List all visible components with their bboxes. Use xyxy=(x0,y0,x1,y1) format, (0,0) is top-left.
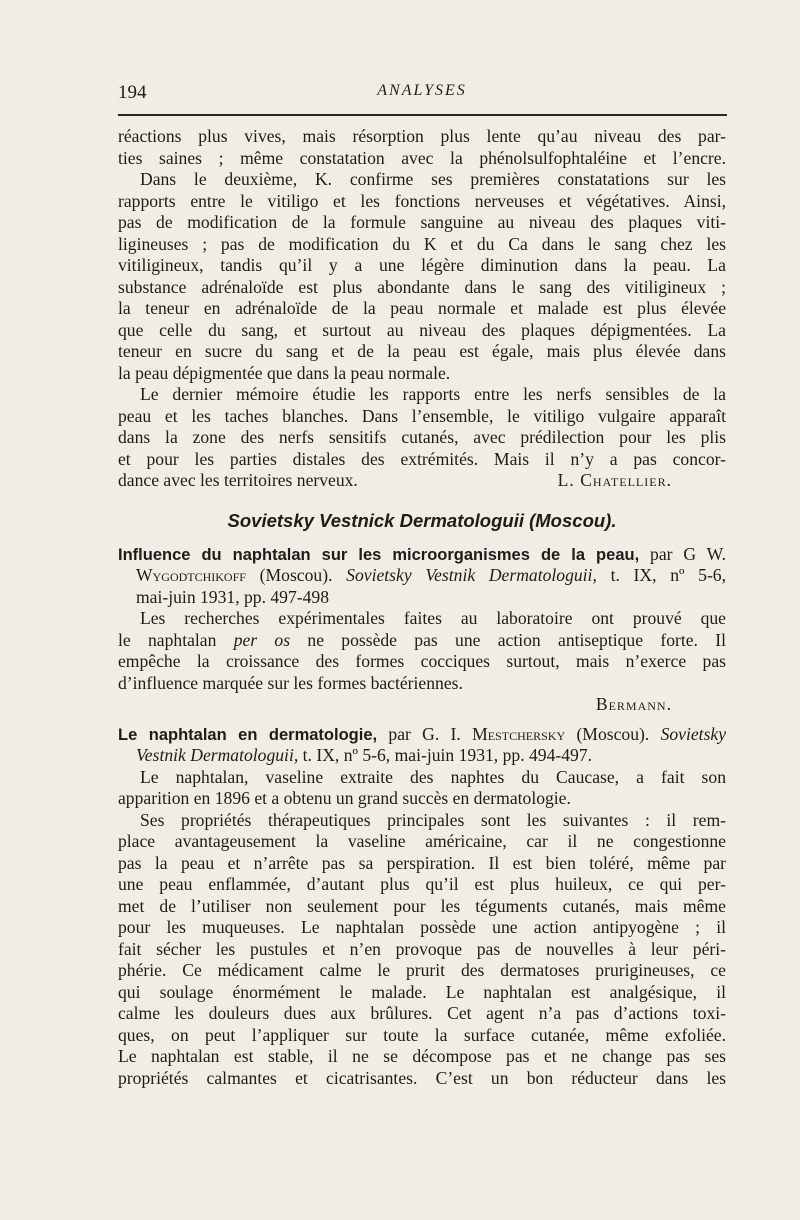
text-line-with-signature xyxy=(118,470,726,492)
author-name: Mestchersky xyxy=(472,723,566,744)
article-naphtalan-microorganisms xyxy=(118,544,726,716)
article-heading xyxy=(118,544,726,566)
text-line: propriétés calmantes et cicatrisantes. C’est un bon réducteur dans les xyxy=(118,1067,726,1088)
signature: Bermann. xyxy=(595,694,672,714)
text-fragment: le naphtalan xyxy=(118,629,217,650)
text-line xyxy=(118,630,726,652)
header-rule xyxy=(118,114,727,116)
text-line: peau et les taches blanches. Dans l’ensemble, le vitiligo vulgaire apparaît xyxy=(118,405,726,426)
text-line: que celle du sang, et surtout au niveau des plaques dépigmentées. La xyxy=(118,319,726,340)
article-heading xyxy=(118,724,726,746)
text-line: pas la peau et n’arrête pas sa perspiration. Il est bien toléré, même par xyxy=(118,852,726,873)
text-line: la peau dépigmentée que dans la peau normale. xyxy=(118,362,451,383)
text-line: d’influence marquée sur les formes bactériennes. xyxy=(118,672,463,693)
by-text: par G W. xyxy=(650,543,726,564)
article-title: Le naphtalan en dermatologie, xyxy=(118,725,378,744)
first-article xyxy=(118,126,726,492)
citation-line xyxy=(118,565,726,587)
text-line: fait sécher les pustules et n’en provoque pas de nouvelles à leur péri- xyxy=(118,938,726,959)
citation-ref: t. IX, nº 5-6, xyxy=(610,565,726,585)
page-header xyxy=(118,80,726,106)
text-line: une peau enflammée, d’autant plus qu’il est plus huileux, ce qui per- xyxy=(118,874,726,894)
text-line: ques, on peut l’appliquer sur toute la surface cutanée, même exfoliée. xyxy=(118,1024,726,1045)
text-fragment-italic: per os xyxy=(233,629,291,650)
journal-name: Vestnik Dermatologuii, xyxy=(136,745,299,765)
text-fragment: ne possède pas une action antiseptique forte. Il xyxy=(307,629,726,650)
text-line: vitiligineux, tandis qu’il y a une légère diminution dans la peau. La xyxy=(118,255,726,275)
signature: L. Chatellier. xyxy=(557,470,672,490)
text-line: pas de modification de la formule sanguine au niveau des plaques viti- xyxy=(118,212,726,232)
author-place: (Moscou). xyxy=(259,565,333,585)
page-body xyxy=(118,126,726,1089)
text-line: teneur en sucre du sang et de la peau est égale, mais plus élevée dans xyxy=(118,341,726,361)
text-line: substance adrénaloïde est plus abondante dans le sang des vitiligineux ; xyxy=(118,276,726,297)
text-line: et pour les parties distales des extrémités. Mais il n’y a pas concor- xyxy=(118,448,726,469)
by-text: par G. I. xyxy=(388,723,461,744)
author-name: Wygodtchikoff xyxy=(136,565,246,585)
text-line: pour les muqueuses. Le naphtalan possède une action antipyogène ; il xyxy=(118,917,726,937)
citation-line: mai-juin 1931, pp. 497-498 xyxy=(136,586,330,607)
text-line: Ses propriétés thérapeutiques principales sont les suivantes : il rem- xyxy=(140,809,726,830)
text-line: phérie. Ce médicament calme le prurit des dermatoses prurigineuses, ce xyxy=(118,960,726,980)
text-line: empêche la croissance des formes cocciques surtout, mais n’exerce pas xyxy=(118,651,726,671)
text-line: ties saines ; même constatation avec la phénolsulfophtaléine et l’encre. xyxy=(118,147,726,168)
text-line: Les recherches expérimentales faites au laboratoire ont prouvé que xyxy=(140,608,726,628)
text-line: dans la zone des nerfs sensitifs cutanés, avec prédilection pour les plis xyxy=(118,427,726,447)
citation-ref: t. IX, nº 5-6, mai-juin 1931, pp. 494-497. xyxy=(302,745,593,765)
text-line: qui soulage énormément le malade. Le naphtalan est analgésique, il xyxy=(118,981,726,1002)
text-line: place avantageusement la vaseline américaine, car il ne congestionne xyxy=(118,831,726,851)
article-naphtalan-dermatology xyxy=(118,724,726,1090)
citation-line xyxy=(118,745,726,767)
journal-name: Sovietsky xyxy=(660,723,726,744)
text-line: Le naphtalan est stable, il ne se décompose pas et ne change pas ses xyxy=(118,1046,726,1066)
text-line: met de l’utiliser non seulement pour les téguments cutanés, mais même xyxy=(118,895,726,916)
article-title: Influence du naphtalan sur les microorganismes de la peau, xyxy=(118,545,640,564)
journal-name: Sovietsky Vestnik Dermatologuii, xyxy=(346,565,597,585)
text-line: ligineuses ; pas de modification du K et du Ca dans le sang chez les xyxy=(118,233,726,254)
text-line: Dans le deuxième, K. confirme ses premières constatations sur les xyxy=(140,169,726,189)
page-number: 194 xyxy=(118,82,147,103)
text-line: rapports entre le vitiligo et les fonctions nerveuses et végétatives. Ainsi, xyxy=(118,190,726,211)
text-line: Le naphtalan, vaseline extraite des naphtes du Caucase, a fait son xyxy=(140,766,726,787)
text-line: réactions plus vives, mais résorption plus lente qu’au niveau des par- xyxy=(118,126,726,146)
text-line: Le dernier mémoire étudie les rapports entre les nerfs sensibles de la xyxy=(140,384,726,404)
author-place: (Moscou). xyxy=(576,723,650,744)
running-head: ANALYSES xyxy=(377,82,467,99)
section-title: Sovietsky Vestnick Dermatologuii (Moscou). xyxy=(227,509,617,531)
text-line: calme les douleurs dues aux brûlures. Cet agent n’a pas d’actions toxi- xyxy=(118,1003,726,1023)
text-line: dance avec les territoires nerveux. xyxy=(118,470,358,490)
text-line: apparition en 1896 et a obtenu un grand succès en dermatologie. xyxy=(118,788,571,808)
text-line: la teneur en adrénaloïde de la peau normale et malade est plus élevée xyxy=(118,298,726,318)
